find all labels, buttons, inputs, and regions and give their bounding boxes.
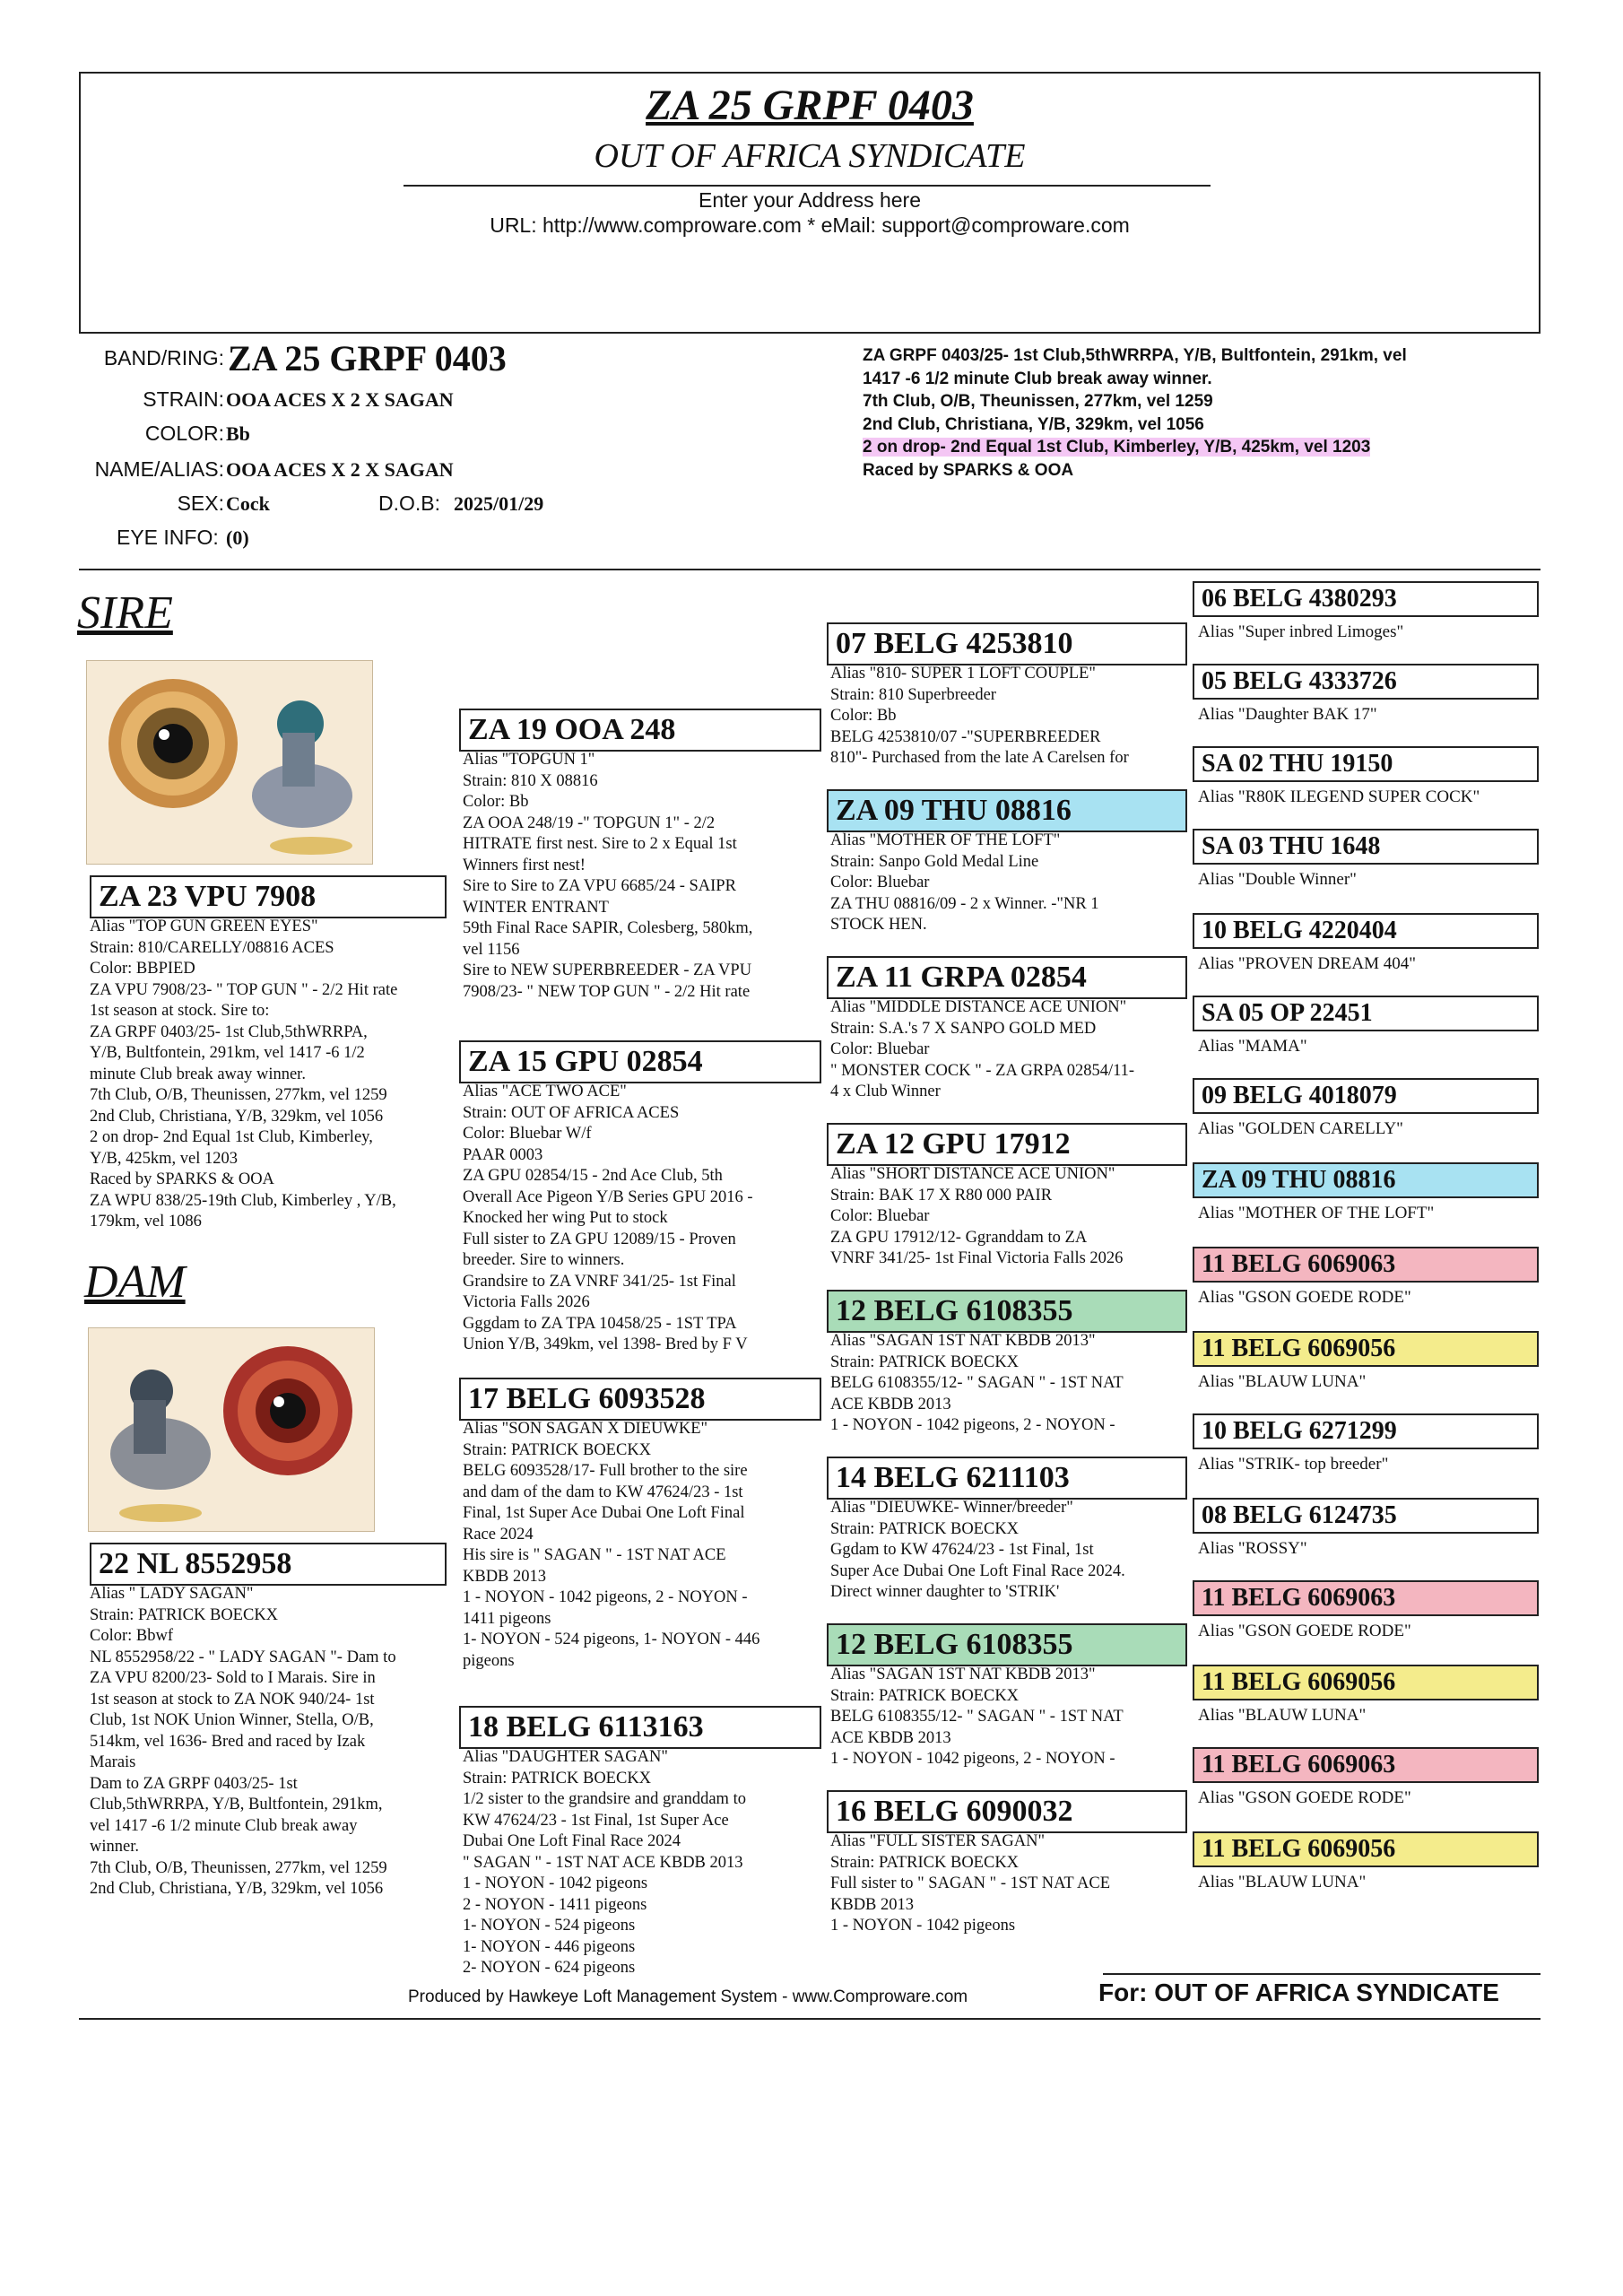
strain-label: STRAIN: <box>143 387 224 411</box>
gen4-band-box: 11 BELG 6069063 <box>1193 1747 1539 1783</box>
strain-value: OOA ACES X 2 X SAGAN <box>226 388 454 411</box>
gen4-band-box: 05 BELG 4333726 <box>1193 664 1539 700</box>
gen4-band-box: 10 BELG 6271299 <box>1193 1413 1539 1449</box>
header-box <box>79 72 1541 334</box>
dob-value: 2025/01/29 <box>454 492 544 515</box>
gen4-alias: Alias "ROSSY" <box>1198 1539 1307 1558</box>
gen2-details: Alias "TOPGUN 1" Strain: 810 X 08816 Color: Bb ZA OOA 248/19 -" TOPGUN 1" - 2/2 HITRATE first nest. Sire to 2 x Equal 1st Winners first nest! Sire to Sire to ZA VPU 6685/24 - SAIPR WINTER ENTRANT 59th Final Race SAPIR, Colesberg, 580km, vel 1156 Sire to NEW SUPERBREEDER - ZA VPU 7908/23- " NEW TOP GUN " - 2/2 Hit rate <box>463 751 753 1001</box>
pigeon-eye-image <box>87 661 372 864</box>
gen2-details: Alias "SON SAGAN X DIEUWKE" Strain: PATRICK BOECKX BELG 6093528/17- Full brother to the sire and dam of the dam to KW 47624/23 - 1st Final, 1st Super Ace Dubai One Loft Final Race 2024 His sire is " SAGAN " - 1ST NAT ACE KBDB 2013 1 - NOYON - 1042 pigeons, 2 - NOYON - 1411 pigeons 1- NOYON - 524 pigeons, 1- NOYON - 446 pigeons <box>463 1420 760 1670</box>
section-divider <box>79 569 1541 570</box>
color-value: Bb <box>226 422 250 445</box>
gen3-details: Alias "FULL SISTER SAGAN" Strain: PATRICK BOECKX Full sister to " SAGAN " - 1ST NAT ACE KBDB 2013 1 - NOYON - 1042 pigeons <box>830 1832 1110 1935</box>
gen3-details: Alias "MIDDLE DISTANCE ACE UNION" Strain: S.A.'s 7 X SANPO GOLD MED Color: Bluebar " MONSTER COCK " - ZA GRPA 02854/11- 4 x Club Winner <box>830 998 1135 1100</box>
gen4-band-box: 10 BELG 4220404 <box>1193 913 1539 949</box>
gen4-alias: Alias "GSON GOEDE RODE" <box>1198 1622 1411 1640</box>
gen4-band-box: SA 03 THU 1648 <box>1193 829 1539 865</box>
gen4-alias: Alias "GSON GOEDE RODE" <box>1198 1788 1411 1807</box>
performance-line: ZA GRPF 0403/25- 1st Club,5thWRRPA, Y/B, Bultfontein, 291km, vel <box>863 346 1407 365</box>
gen4-alias: Alias "R80K ILEGEND SUPER COCK" <box>1198 787 1480 806</box>
performance-notes <box>863 344 1508 483</box>
gen3-band-box: 07 BELG 4253810 <box>827 622 1187 665</box>
sire-band-box: ZA 23 VPU 7908 <box>90 875 447 918</box>
gen4-alias: Alias "GSON GOEDE RODE" <box>1198 1288 1411 1307</box>
gen4-band-box: 11 BELG 6069063 <box>1193 1247 1539 1283</box>
alias-label: NAME/ALIAS: <box>94 457 224 481</box>
gen4-alias: Alias "MOTHER OF THE LOFT" <box>1198 1204 1435 1222</box>
eye-label: EYE INFO: <box>117 526 219 549</box>
sire-photo <box>86 660 373 865</box>
performance-line-highlighted: 2 on drop- 2nd Equal 1st Club, Kimberley, Y/B, 425km, vel 1203 <box>863 438 1371 457</box>
gen4-band-box: SA 05 OP 22451 <box>1193 996 1539 1031</box>
pigeon-eye-image <box>89 1328 374 1531</box>
gen4-band-box: 08 BELG 6124735 <box>1193 1498 1539 1534</box>
url-line: URL: http://www.comproware.com * eMail: support@comproware.com <box>490 213 1130 237</box>
sex-label: SEX: <box>177 491 224 515</box>
performance-line: 7th Club, O/B, Theunissen, 277km, vel 1259 <box>863 392 1213 412</box>
gen2-band-box: 18 BELG 6113163 <box>459 1706 821 1749</box>
dam-photo <box>88 1327 375 1532</box>
eye-value: (0) <box>226 526 249 549</box>
gen3-band-box: ZA 11 GRPA 02854 <box>827 956 1187 999</box>
sire-heading: SIRE <box>77 587 173 639</box>
gen3-details: Alias "DIEUWKE- Winner/breeder" Strain: PATRICK BOECKX Ggdam to KW 47624/23 - 1st Final, 1st Super Ace Dubai One Loft Final Race 2024. Direct winner daughter to 'STRIK' <box>830 1499 1125 1601</box>
dam-details: Alias " LADY SAGAN" Strain: PATRICK BOECKX Color: Bbwf NL 8552958/22 - " LADY SAGAN "- Dam to ZA VPU 8200/23- Sold to I Marais. Sire in 1st season at stock to ZA NOK 940/24- 1st Club, 1st NOK Union Winner, Stella, O/B, 514km, vel 1636- Bred and raced by Izak Marais Dam to ZA GRPF 0403/25- 1st Club,5thWRRPA, Y/B, Bultfontein, 291km, vel 1417 -6 1/2 minute Club break away winner. 7th Club, O/B, Theunissen, 277km, vel 1259 2nd Club, Christiana, Y/B, 329km, vel 1056 <box>90 1585 396 1898</box>
band-value: ZA 25 GRPF 0403 <box>228 338 507 378</box>
gen3-band-box: ZA 12 GPU 17912 <box>827 1123 1187 1166</box>
footer-divider <box>79 2018 1541 2020</box>
gen4-alias: Alias "Daughter BAK 17" <box>1198 705 1377 724</box>
gen3-details: Alias "SAGAN 1ST NAT KBDB 2013" Strain: PATRICK BOECKX BELG 6108355/12- " SAGAN " - 1ST NAT ACE KBDB 2013 1 - NOYON - 1042 pigeons, 2 - NOYON - <box>830 1665 1124 1768</box>
produced-by-text: Produced by Hawkeye Loft Management System - www.Comproware.com <box>408 1987 968 2006</box>
color-label: COLOR: <box>144 422 224 445</box>
gen4-band-box: 06 BELG 4380293 <box>1193 581 1539 617</box>
gen3-band-box: ZA 09 THU 08816 <box>827 789 1187 832</box>
alias-value: OOA ACES X 2 X SAGAN <box>226 458 454 481</box>
gen2-details: Alias "ACE TWO ACE" Strain: OUT OF AFRICA ACES Color: Bluebar W/f PAAR 0003 ZA GPU 02854/15 - 2nd Ace Club, 5th Overall Ace Pigeon Y/B Series GPU 2016 - Knocked her wing Put to stock Full sister to ZA GPU 12089/15 - Proven breeder. Sire to winners. Grandsire to ZA VNRF 341/25- 1st Final Victoria Falls 2026 Gggdam to ZA TPA 10458/25 - 1ST TPA Union Y/B, 349km, vel 1398- Bred by F V <box>463 1083 753 1353</box>
gen3-details: Alias "SAGAN 1ST NAT KBDB 2013" Strain: PATRICK BOECKX BELG 6108355/12- " SAGAN " - 1ST NAT ACE KBDB 2013 1 - NOYON - 1042 pigeons, 2 - NOYON - <box>830 1332 1124 1434</box>
gen3-band-box: 12 BELG 6108355 <box>827 1623 1187 1666</box>
gen3-band-box: 12 BELG 6108355 <box>827 1290 1187 1333</box>
page-title: ZA 25 GRPF 0403 <box>646 82 974 129</box>
gen4-alias: Alias "BLAUW LUNA" <box>1198 1873 1367 1892</box>
gen4-alias: Alias "BLAUW LUNA" <box>1198 1372 1367 1391</box>
gen2-band-box: ZA 19 OOA 248 <box>459 709 821 752</box>
performance-line: 1417 -6 1/2 minute Club break away winner. <box>863 369 1212 388</box>
gen4-band-box: 11 BELG 6069063 <box>1193 1580 1539 1616</box>
performance-line: 2nd Club, Christiana, Y/B, 329km, vel 1056 <box>863 414 1204 434</box>
footer-signature-line <box>1103 1973 1541 1975</box>
gen3-details: Alias "SHORT DISTANCE ACE UNION" Strain: BAK 17 X R80 000 PAIR Color: Bluebar ZA GPU 17912/12- Ggranddam to ZA VNRF 341/25- 1st Final Victoria Falls 2026 <box>830 1165 1124 1267</box>
gen4-alias: Alias "Super inbred Limoges" <box>1198 622 1404 641</box>
address-line: Enter your Address here <box>698 188 922 212</box>
page-subtitle: OUT OF AFRICA SYNDICATE <box>594 137 1026 175</box>
gen3-band-box: 16 BELG 6090032 <box>827 1790 1187 1833</box>
gen4-alias: Alias "Double Winner" <box>1198 870 1357 889</box>
gen4-band-box: 11 BELG 6069056 <box>1193 1331 1539 1367</box>
dob-label: D.O.B: <box>378 491 441 515</box>
gen4-alias: Alias "BLAUW LUNA" <box>1198 1706 1367 1725</box>
sex-value: Cock <box>226 492 270 515</box>
gen2-details: Alias "DAUGHTER SAGAN" Strain: PATRICK BOECKX 1/2 sister to the grandsire and granddam to KW 47624/23 - 1st Final, 1st Super Ace Dubai One Loft Final Race 2024 " SAGAN " - 1ST NAT ACE KBDB 2013 1 - NOYON - 1042 pigeons 2 - NOYON - 1411 pigeons 1- NOYON - 524 pigeons 1- NOYON - 446 pigeons 2- NOYON - 624 pigeons <box>463 1748 746 1977</box>
dam-band-box: 22 NL 8552958 <box>90 1543 447 1586</box>
for-syndicate-text: For: OUT OF AFRICA SYNDICATE <box>1098 1979 1499 2006</box>
dam-heading: DAM <box>84 1257 186 1308</box>
gen3-details: Alias "MOTHER OF THE LOFT" Strain: Sanpo Gold Medal Line Color: Bluebar ZA THU 08816/09 - 2 x Winner. -"NR 1 STOCK HEN. <box>830 831 1099 934</box>
gen4-band-box: SA 02 THU 19150 <box>1193 746 1539 782</box>
gen2-band-box: 17 BELG 6093528 <box>459 1378 821 1421</box>
band-label: BAND/RING: <box>103 346 224 370</box>
gen4-alias: Alias "GOLDEN CARELLY" <box>1198 1119 1403 1138</box>
gen4-alias: Alias "STRIK- top breeder" <box>1198 1455 1389 1474</box>
gen4-band-box: 11 BELG 6069056 <box>1193 1665 1539 1700</box>
gen3-band-box: 14 BELG 6211103 <box>827 1457 1187 1500</box>
gen4-band-box: 09 BELG 4018079 <box>1193 1078 1539 1114</box>
performance-line: Raced by SPARKS & OOA <box>863 460 1074 480</box>
header-divider <box>404 185 1211 187</box>
gen4-band-box: ZA 09 THU 08816 <box>1193 1162 1539 1198</box>
gen4-alias: Alias "MAMA" <box>1198 1037 1307 1056</box>
gen4-band-box: 11 BELG 6069056 <box>1193 1831 1539 1867</box>
gen3-details: Alias "810- SUPER 1 LOFT COUPLE" Strain: 810 Superbreeder Color: Bb BELG 4253810/07 -"SUPERBREEDER 810"- Purchased from the late A Carelsen for <box>830 665 1129 767</box>
gen2-band-box: ZA 15 GPU 02854 <box>459 1040 821 1083</box>
sire-details: Alias "TOP GUN GREEN EYES" Strain: 810/CARELLY/08816 ACES Color: BBPIED ZA VPU 7908/23- " TOP GUN " - 2/2 Hit rate 1st season at stock. Sire to: ZA GRPF 0403/25- 1st Club,5thWRRPA, Y/B, Bultfontein, 291km, vel 1417 -6 1/2 minute Club break away winner. 7th Club, O/B, Theunissen, 277km, vel 1259 2nd Club, Christiana, Y/B, 329km, vel 1056 2 on drop- 2nd Equal 1st Club, Kimberley, Y/B, 425km, vel 1203 Raced by SPARKS & OOA ZA WPU 838/25-19th Club, Kimberley , Y/B, 179km, vel 1086 <box>90 918 398 1231</box>
gen4-alias: Alias "PROVEN DREAM 404" <box>1198 954 1416 973</box>
